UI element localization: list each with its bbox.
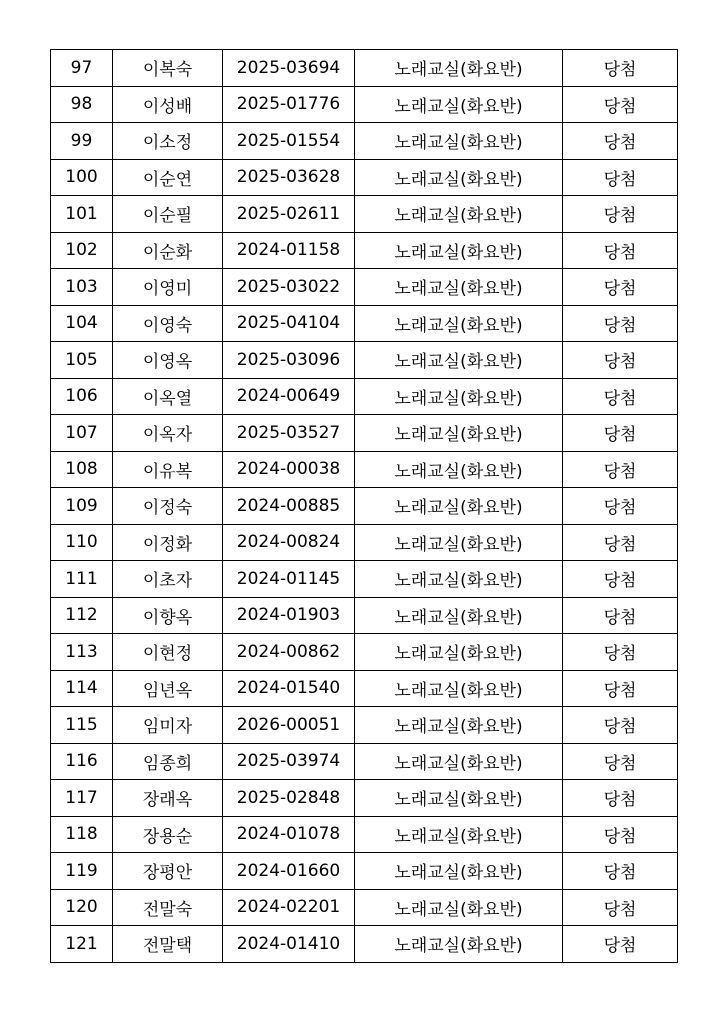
table-row	[51, 889, 678, 926]
table-row	[51, 670, 678, 707]
class-name-cell: 노래교실(화요반)	[355, 378, 563, 415]
table-row	[51, 342, 678, 379]
registration-id-cell: 2024-01145	[223, 561, 355, 598]
applicant-name-cell: 장래옥	[113, 780, 223, 817]
row-number-cell: 110	[51, 524, 113, 561]
row-number-cell: 103	[51, 269, 113, 306]
class-name-cell: 노래교실(화요반)	[355, 269, 563, 306]
result-status-cell: 당첨	[563, 524, 678, 561]
applicant-name-cell: 이유복	[113, 451, 223, 488]
result-status-cell: 당첨	[563, 378, 678, 415]
row-number-cell: 114	[51, 670, 113, 707]
row-number-cell: 98	[51, 86, 113, 123]
result-status-cell: 당첨	[563, 816, 678, 853]
table-row	[51, 780, 678, 817]
registration-id-cell: 2025-03974	[223, 743, 355, 780]
row-number-cell: 119	[51, 853, 113, 890]
registration-id-cell: 2024-00038	[223, 451, 355, 488]
registration-id-cell: 2025-03628	[223, 159, 355, 196]
class-name-cell: 노래교실(화요반)	[355, 889, 563, 926]
row-number-cell: 109	[51, 488, 113, 525]
registration-id-cell: 2025-01776	[223, 86, 355, 123]
class-name-cell: 노래교실(화요반)	[355, 305, 563, 342]
row-number-cell: 111	[51, 561, 113, 598]
registration-id-cell: 2024-01158	[223, 232, 355, 269]
applicant-name-cell: 이복숙	[113, 50, 223, 87]
lottery-result-table	[50, 49, 678, 963]
row-number-cell: 120	[51, 889, 113, 926]
row-number-cell: 101	[51, 196, 113, 233]
registration-id-cell: 2025-03527	[223, 415, 355, 452]
registration-id-cell: 2025-04104	[223, 305, 355, 342]
result-status-cell: 당첨	[563, 451, 678, 488]
class-name-cell: 노래교실(화요반)	[355, 670, 563, 707]
table-row	[51, 123, 678, 160]
table-row	[51, 50, 678, 87]
applicant-name-cell: 이초자	[113, 561, 223, 598]
class-name-cell: 노래교실(화요반)	[355, 50, 563, 87]
class-name-cell: 노래교실(화요반)	[355, 342, 563, 379]
applicant-name-cell: 장평안	[113, 853, 223, 890]
applicant-name-cell: 이성배	[113, 86, 223, 123]
applicant-name-cell: 이순화	[113, 232, 223, 269]
table-row	[51, 634, 678, 671]
applicant-name-cell: 이순필	[113, 196, 223, 233]
result-status-cell: 당첨	[563, 561, 678, 598]
result-status-cell: 당첨	[563, 196, 678, 233]
class-name-cell: 노래교실(화요반)	[355, 926, 563, 963]
applicant-name-cell: 이옥열	[113, 378, 223, 415]
table-row	[51, 232, 678, 269]
row-number-cell: 104	[51, 305, 113, 342]
registration-id-cell: 2024-00862	[223, 634, 355, 671]
applicant-name-cell: 임종희	[113, 743, 223, 780]
result-status-cell: 당첨	[563, 634, 678, 671]
row-number-cell: 112	[51, 597, 113, 634]
applicant-name-cell: 전말택	[113, 926, 223, 963]
table-row	[51, 415, 678, 452]
result-status-cell: 당첨	[563, 780, 678, 817]
class-name-cell: 노래교실(화요반)	[355, 634, 563, 671]
class-name-cell: 노래교실(화요반)	[355, 415, 563, 452]
table-row	[51, 816, 678, 853]
row-number-cell: 105	[51, 342, 113, 379]
result-status-cell: 당첨	[563, 415, 678, 452]
applicant-name-cell: 임년옥	[113, 670, 223, 707]
result-status-cell: 당첨	[563, 305, 678, 342]
applicant-name-cell: 이현정	[113, 634, 223, 671]
class-name-cell: 노래교실(화요반)	[355, 561, 563, 598]
class-name-cell: 노래교실(화요반)	[355, 86, 563, 123]
table-row	[51, 196, 678, 233]
registration-id-cell: 2024-02201	[223, 889, 355, 926]
applicant-name-cell: 이정숙	[113, 488, 223, 525]
table-row	[51, 159, 678, 196]
row-number-cell: 115	[51, 707, 113, 744]
table-row	[51, 853, 678, 890]
registration-id-cell: 2025-03022	[223, 269, 355, 306]
class-name-cell: 노래교실(화요반)	[355, 707, 563, 744]
applicant-name-cell: 이정화	[113, 524, 223, 561]
table-row	[51, 561, 678, 598]
row-number-cell: 99	[51, 123, 113, 160]
registration-id-cell: 2024-01903	[223, 597, 355, 634]
table-row	[51, 86, 678, 123]
registration-id-cell: 2024-00649	[223, 378, 355, 415]
registration-id-cell: 2026-00051	[223, 707, 355, 744]
table-row	[51, 524, 678, 561]
row-number-cell: 102	[51, 232, 113, 269]
class-name-cell: 노래교실(화요반)	[355, 597, 563, 634]
result-status-cell: 당첨	[563, 50, 678, 87]
result-status-cell: 당첨	[563, 889, 678, 926]
registration-id-cell: 2025-01554	[223, 123, 355, 160]
table-row	[51, 597, 678, 634]
row-number-cell: 113	[51, 634, 113, 671]
result-status-cell: 당첨	[563, 597, 678, 634]
row-number-cell: 117	[51, 780, 113, 817]
registration-id-cell: 2025-02611	[223, 196, 355, 233]
row-number-cell: 118	[51, 816, 113, 853]
row-number-cell: 108	[51, 451, 113, 488]
class-name-cell: 노래교실(화요반)	[355, 524, 563, 561]
row-number-cell: 107	[51, 415, 113, 452]
row-number-cell: 116	[51, 743, 113, 780]
applicant-name-cell: 이영미	[113, 269, 223, 306]
registration-id-cell: 2025-03096	[223, 342, 355, 379]
result-status-cell: 당첨	[563, 269, 678, 306]
result-status-cell: 당첨	[563, 670, 678, 707]
applicant-name-cell: 이순연	[113, 159, 223, 196]
class-name-cell: 노래교실(화요반)	[355, 488, 563, 525]
applicant-name-cell: 이영옥	[113, 342, 223, 379]
result-status-cell: 당첨	[563, 707, 678, 744]
registration-id-cell: 2024-00885	[223, 488, 355, 525]
result-status-cell: 당첨	[563, 159, 678, 196]
table-row	[51, 743, 678, 780]
registration-id-cell: 2025-02848	[223, 780, 355, 817]
registration-id-cell: 2024-00824	[223, 524, 355, 561]
table-row	[51, 305, 678, 342]
registration-id-cell: 2024-01660	[223, 853, 355, 890]
applicant-name-cell: 이향옥	[113, 597, 223, 634]
result-status-cell: 당첨	[563, 86, 678, 123]
table-row	[51, 269, 678, 306]
applicant-name-cell: 이영숙	[113, 305, 223, 342]
applicant-name-cell: 이옥자	[113, 415, 223, 452]
class-name-cell: 노래교실(화요반)	[355, 159, 563, 196]
table-row	[51, 451, 678, 488]
applicant-name-cell: 전말숙	[113, 889, 223, 926]
row-number-cell: 100	[51, 159, 113, 196]
class-name-cell: 노래교실(화요반)	[355, 196, 563, 233]
class-name-cell: 노래교실(화요반)	[355, 451, 563, 488]
class-name-cell: 노래교실(화요반)	[355, 232, 563, 269]
row-number-cell: 97	[51, 50, 113, 87]
registration-id-cell: 2024-01078	[223, 816, 355, 853]
row-number-cell: 121	[51, 926, 113, 963]
result-status-cell: 당첨	[563, 926, 678, 963]
table-row	[51, 926, 678, 963]
applicant-name-cell: 임미자	[113, 707, 223, 744]
class-name-cell: 노래교실(화요반)	[355, 780, 563, 817]
result-status-cell: 당첨	[563, 232, 678, 269]
registration-id-cell: 2025-03694	[223, 50, 355, 87]
table-row	[51, 488, 678, 525]
result-status-cell: 당첨	[563, 342, 678, 379]
table-row	[51, 707, 678, 744]
class-name-cell: 노래교실(화요반)	[355, 853, 563, 890]
registration-id-cell: 2024-01540	[223, 670, 355, 707]
applicant-name-cell: 장용순	[113, 816, 223, 853]
class-name-cell: 노래교실(화요반)	[355, 123, 563, 160]
result-status-cell: 당첨	[563, 743, 678, 780]
class-name-cell: 노래교실(화요반)	[355, 816, 563, 853]
applicant-name-cell: 이소정	[113, 123, 223, 160]
result-status-cell: 당첨	[563, 123, 678, 160]
table-row	[51, 378, 678, 415]
table-body	[51, 50, 678, 963]
result-status-cell: 당첨	[563, 488, 678, 525]
result-status-cell: 당첨	[563, 853, 678, 890]
class-name-cell: 노래교실(화요반)	[355, 743, 563, 780]
registration-id-cell: 2024-01410	[223, 926, 355, 963]
row-number-cell: 106	[51, 378, 113, 415]
